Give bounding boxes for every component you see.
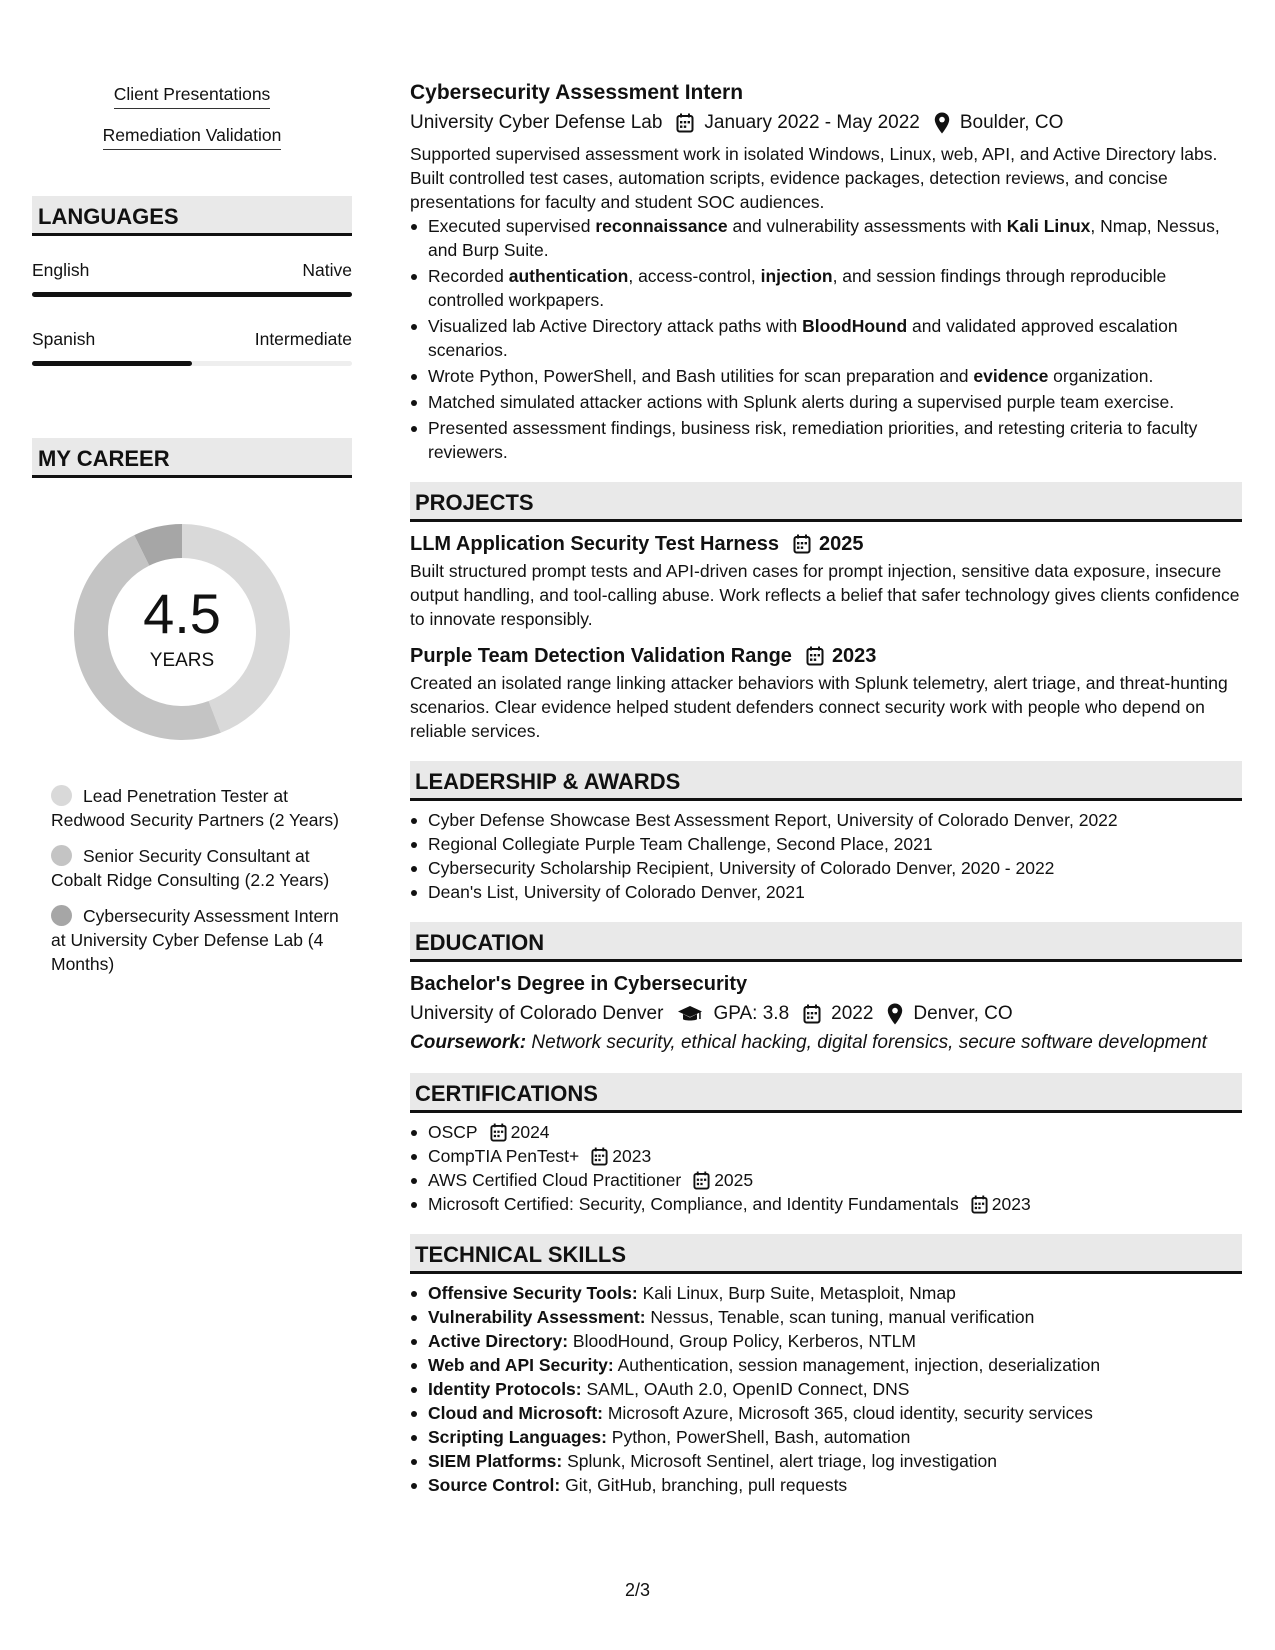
skill-values: Splunk, Microsoft Sentinel, alert triage, log investigation: [562, 1451, 998, 1471]
career-total-unit: YEARS: [149, 650, 215, 671]
job-bullet: Matched simulated attacker actions with Splunk alerts during a supervised purple team exercise.: [410, 390, 1242, 414]
certification-item: [410, 1192, 1242, 1216]
language-name: English: [32, 260, 90, 280]
job-bullet: Wrote Python, PowerShell, and Bash utilities for scan preparation and evidence organization.: [410, 364, 1242, 388]
skill-category: Offensive Security Tools:: [428, 1283, 638, 1303]
skill-category: Identity Protocols:: [428, 1379, 582, 1399]
calendar-icon: [676, 113, 694, 133]
certification-item: [410, 1168, 1242, 1192]
skill-values: Microsoft Azure, Microsoft 365, cloud identity, security services: [602, 1403, 1093, 1423]
job-bullet: Recorded authentication, access-control, injection, and session findings through reproducible controlled workpapers.: [410, 264, 1242, 312]
career-heading: MY CAREER: [32, 438, 352, 478]
language-name: Spanish: [32, 329, 96, 349]
list-item: Cyber Defense Showcase Best Assessment Report, University of Colorado Denver, 2022: [410, 808, 1242, 832]
certification-item: [410, 1120, 1242, 1144]
job-bullet-list: [410, 214, 1242, 464]
language-item: [32, 258, 352, 297]
certification-name: CompTIA PenTest+: [428, 1146, 580, 1166]
skill-category: Vulnerability Assessment:: [428, 1307, 646, 1327]
legend-dot-icon: [51, 905, 72, 926]
certification-year: 2023: [991, 1194, 1031, 1214]
skill-item: [410, 1473, 1242, 1497]
projects-heading: PROJECTS: [410, 482, 1242, 522]
project-year: 2023: [831, 645, 877, 667]
certifications-heading: CERTIFICATIONS: [410, 1073, 1242, 1113]
languages-heading: LANGUAGES: [32, 196, 352, 236]
project-year: 2025: [818, 533, 864, 555]
skills-list: [410, 1281, 1242, 1497]
language-proficiency-bar: [32, 292, 352, 297]
calendar-icon: [490, 1123, 507, 1142]
skill-item: [410, 1281, 1242, 1305]
skill-item: [410, 1329, 1242, 1353]
skills-heading: TECHNICAL SKILLS: [410, 1234, 1242, 1274]
legend-dot-icon: [51, 785, 72, 806]
certification-name: AWS Certified Cloud Practitioner: [428, 1170, 682, 1190]
graduation-cap-icon: [677, 1005, 703, 1023]
skill-values: Kali Linux, Burp Suite, Metasploit, Nmap: [637, 1283, 956, 1303]
calendar-icon: [693, 1171, 710, 1190]
certification-year: 2024: [510, 1122, 550, 1142]
language-proficiency-bar: [32, 361, 352, 366]
skill-item: [410, 1449, 1242, 1473]
legend-dot-icon: [51, 845, 72, 866]
education-entry: [410, 969, 1242, 1055]
page-number: 2/3: [624, 1580, 651, 1600]
job-title: Cybersecurity Assessment Intern: [410, 81, 744, 104]
certification-name: Microsoft Certified: Security, Compliance, and Identity Fundamentals: [428, 1194, 959, 1214]
school-location: Denver, CO: [913, 1003, 1013, 1024]
graduation-year: 2022: [831, 1003, 874, 1024]
skill-values: BloodHound, Group Policy, Kerberos, NTLM: [568, 1331, 916, 1351]
skill-item: [410, 1425, 1242, 1449]
leadership-list: [410, 808, 1242, 904]
job-summary: Supported supervised assessment work in isolated Windows, Linux, web, API, and Active Directory labs. Built controlled test cases, automation scripts, evidence packages, detection reviews, and concise presentations for faculty and student SOC audiences.: [410, 144, 1218, 212]
skill-item: [410, 1353, 1242, 1377]
skill-category: Cloud and Microsoft:: [428, 1403, 603, 1423]
calendar-icon: [971, 1195, 988, 1214]
calendar-icon: [591, 1147, 608, 1166]
skill-category: SIEM Platforms:: [428, 1451, 563, 1471]
main-content: [410, 78, 1242, 1497]
calendar-icon: [806, 646, 824, 666]
job-meta: [410, 108, 1242, 138]
certification-year: 2025: [714, 1170, 754, 1190]
calendar-icon: [803, 1004, 821, 1024]
coursework: Coursework: Network security, ethical hacking, digital forensics, secure software development: [410, 1032, 1207, 1053]
skill-category: Source Control:: [428, 1475, 561, 1495]
project-entry: [410, 529, 1242, 631]
job-bullet: Presented assessment findings, business risk, remediation priorities, and retesting criteria to faculty reviewers.: [410, 416, 1242, 464]
certification-list: [410, 1120, 1242, 1216]
skill-values: Nessus, Tenable, scan tuning, manual verification: [645, 1307, 1035, 1327]
skill-category: Active Directory:: [428, 1331, 569, 1351]
career-donut-chart: [62, 512, 302, 752]
language-level: Native: [302, 260, 352, 280]
education-heading: EDUCATION: [410, 922, 1242, 962]
skill-tag: Remediation Validation: [32, 123, 352, 150]
job-dates: January 2022 - May 2022: [704, 112, 920, 133]
calendar-icon: [793, 534, 811, 554]
job-bullet: Executed supervised reconnaissance and vulnerability assessments with Kali Linux, Nmap, Nessus, and Burp Suite.: [410, 214, 1242, 262]
skill-item: [410, 1401, 1242, 1425]
skill-item: [410, 1305, 1242, 1329]
skill-category: Web and API Security:: [428, 1355, 614, 1375]
skill-values: Git, GitHub, branching, pull requests: [560, 1475, 848, 1495]
skill-item: [410, 1377, 1242, 1401]
job-location: Boulder, CO: [959, 112, 1064, 133]
career-legend-item: Senior Security Consultant at Cobalt Ridge Consulting (2.2 Years): [51, 846, 330, 890]
career-legend-item: Cybersecurity Assessment Intern at University Cyber Defense Lab (4 Months): [51, 906, 339, 974]
project-title: LLM Application Security Test Harness: [410, 533, 779, 555]
career-legend-item: Lead Penetration Tester at Redwood Security Partners (2 Years): [51, 786, 339, 830]
map-pin-icon: [934, 112, 950, 134]
language-item: [32, 327, 352, 366]
leadership-heading: LEADERSHIP & AWARDS: [410, 761, 1242, 801]
job-bullet: Visualized lab Active Directory attack paths with BloodHound and validated approved escalation scenarios.: [410, 314, 1242, 362]
language-level: Intermediate: [254, 329, 352, 349]
skill-values: Authentication, session management, injection, deserialization: [613, 1355, 1101, 1375]
experience-entry: [410, 78, 1242, 464]
project-description: Created an isolated range linking attacker behaviors with Splunk telemetry, alert triage, and threat-hunting scenarios. Clear evidence helped student defenders connect security work with people who depend on reliable services.: [410, 673, 1228, 741]
project-description: Built structured prompt tests and API-driven cases for prompt injection, sensitive data exposure, insecure output handling, and tool-calling abuse. Work reflects a belief that safer technology gives clients confidence to innovate responsibly.: [410, 561, 1240, 629]
school-name: University of Colorado Denver: [410, 1003, 664, 1024]
degree-title: Bachelor's Degree in Cybersecurity: [410, 973, 748, 995]
certification-item: [410, 1144, 1242, 1168]
sidebar: [32, 82, 352, 988]
skill-values: Python, PowerShell, Bash, automation: [606, 1427, 911, 1447]
list-item: Cybersecurity Scholarship Recipient, University of Colorado Denver, 2020 - 2022: [410, 856, 1242, 880]
career-legend: [32, 784, 352, 976]
project-entry: [410, 641, 1242, 743]
certification-year: 2023: [612, 1146, 652, 1166]
skill-category: Scripting Languages:: [428, 1427, 607, 1447]
job-org: University Cyber Defense Lab: [410, 112, 663, 133]
gpa: GPA: 3.8: [713, 1003, 790, 1024]
skill-tag: Client Presentations: [32, 82, 352, 109]
skill-values: SAML, OAuth 2.0, OpenID Connect, DNS: [581, 1379, 910, 1399]
map-pin-icon: [887, 1003, 903, 1025]
list-item: Dean's List, University of Colorado Denver, 2021: [410, 880, 1242, 904]
certification-name: OSCP: [428, 1122, 478, 1142]
career-total-value: 4.5: [143, 582, 221, 645]
project-title: Purple Team Detection Validation Range: [410, 645, 792, 667]
list-item: Regional Collegiate Purple Team Challenge, Second Place, 2021: [410, 832, 1242, 856]
